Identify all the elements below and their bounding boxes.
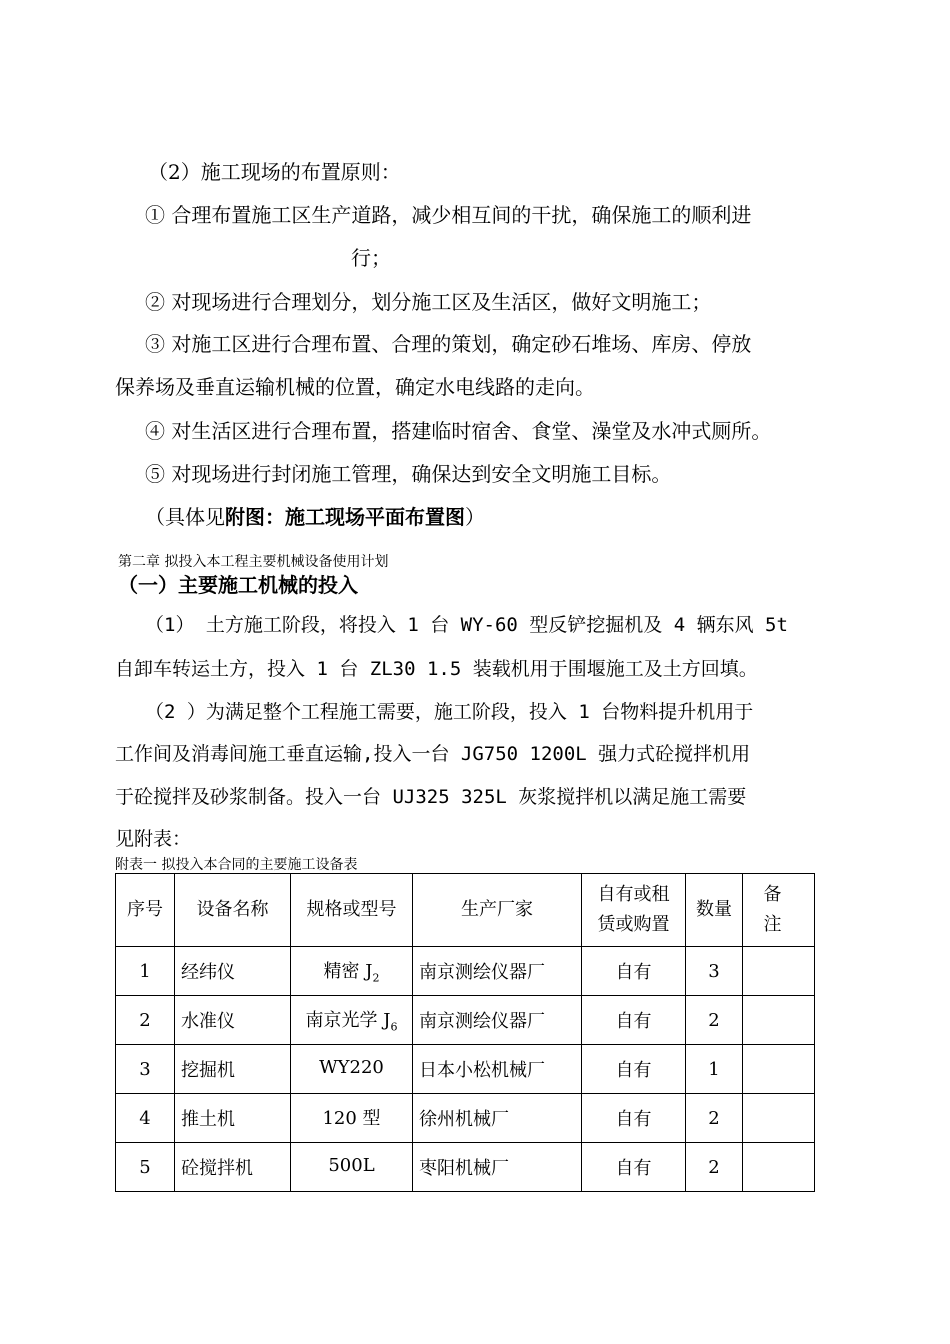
cell-maker: 南京测绘仪器厂 <box>413 996 582 1045</box>
cell-remark <box>743 996 815 1045</box>
cell-spec-subscript: 6 <box>390 1020 398 1034</box>
cell-qty: 1 <box>686 1045 743 1094</box>
para-2-line-3: 于砼搅拌及砂浆制备。投入一台 UJ325 325L 灰浆搅拌机以满足施工需要 <box>115 786 747 808</box>
header-name: 设备名称 <box>175 874 291 947</box>
para-1-line-1: （1） 土方施工阶段，将投入 1 台 WY-60 型反铲挖掘机及 4 辆东风 5t <box>145 614 788 636</box>
table-caption: 附表一 拟投入本合同的主要施工设备表 <box>115 857 358 873</box>
cell-remark <box>743 1094 815 1143</box>
cell-name: 水准仪 <box>175 996 291 1045</box>
header-remark: 备 注 <box>743 874 815 947</box>
cell-ownership: 自有 <box>582 1143 686 1192</box>
cell-spec-text: WY220 <box>319 1057 384 1079</box>
header-qty: 数量 <box>686 874 743 947</box>
table-row <box>116 1045 815 1094</box>
cell-spec-text: 精密 J <box>323 961 373 983</box>
cell-no: 2 <box>116 996 175 1045</box>
header-ownership <box>582 874 686 947</box>
table-row <box>116 1143 815 1192</box>
see-attachment-note <box>145 504 485 530</box>
placement-item-2: ② 对现场进行合理划分，划分施工区及生活区，做好文明施工； <box>145 290 712 314</box>
cell-qty: 3 <box>686 947 743 996</box>
table-row <box>116 947 815 996</box>
placement-heading: （2）施工现场的布置原则： <box>148 160 401 184</box>
placement-item-3-line-1: ③ 对施工区进行合理布置、合理的策划，确定砂石堆场、库房、停放 <box>145 332 752 356</box>
cell-no: 3 <box>116 1045 175 1094</box>
placement-item-3-line-2: 保养场及垂直运输机械的位置，确定水电线路的走向。 <box>115 375 595 399</box>
cell-spec-subscript: 2 <box>372 971 380 985</box>
cell-spec <box>291 1143 413 1192</box>
cell-spec <box>291 947 413 996</box>
cell-name: 经纬仪 <box>175 947 291 996</box>
cell-qty: 2 <box>686 1143 743 1192</box>
cell-ownership: 自有 <box>582 1045 686 1094</box>
cell-spec <box>291 1045 413 1094</box>
see-attachment-link: 附图：施工现场平面布置图 <box>225 505 465 529</box>
cell-remark <box>743 947 815 996</box>
table-header-row <box>116 874 815 947</box>
para-2-line-2: 工作间及消毒间施工垂直运输,投入一台 JG750 1200L 强力式砼搅拌机用 <box>115 743 751 765</box>
header-no: 序号 <box>116 874 175 947</box>
placement-item-5: ⑤ 对现场进行封闭施工管理，确保达到安全文明施工目标。 <box>145 462 672 486</box>
cell-remark <box>743 1045 815 1094</box>
header-ownership-line-2: 赁或购置 <box>597 914 670 935</box>
see-prefix: （具体见 <box>145 505 225 529</box>
placement-item-1-line-1: ① 合理布置施工区生产道路，减少相互间的干扰，确保施工的顺利进 <box>145 203 752 227</box>
para-2-line-4: 见附表： <box>115 828 192 850</box>
para-1-line-2: 自卸车转运土方，投入 1 台 ZL30 1.5 装载机用于围堰施工及土方回填。 <box>115 658 758 680</box>
header-maker: 生产厂家 <box>413 874 582 947</box>
cell-spec-text: 500L <box>328 1155 375 1177</box>
placement-item-1-line-2: 行； <box>351 246 391 270</box>
chapter-title: 第二章 拟投入本工程主要机械设备使用计划 <box>118 554 389 570</box>
cell-qty: 2 <box>686 1094 743 1143</box>
table-row <box>116 1094 815 1143</box>
cell-spec-text: 南京光学 J <box>305 1010 391 1032</box>
cell-maker: 徐州机械厂 <box>413 1094 582 1143</box>
cell-spec-text: 120 型 <box>322 1108 381 1130</box>
cell-no: 5 <box>116 1143 175 1192</box>
cell-name: 砼搅拌机 <box>175 1143 291 1192</box>
cell-name: 挖掘机 <box>175 1045 291 1094</box>
header-ownership-line-1: 自有或租 <box>597 884 670 905</box>
cell-maker: 枣阳机械厂 <box>413 1143 582 1192</box>
placement-item-4: ④ 对生活区进行合理布置，搭建临时宿舍、食堂、澡堂及水冲式厕所。 <box>145 419 772 443</box>
header-spec: 规格或型号 <box>291 874 413 947</box>
equipment-table <box>115 873 815 1192</box>
cell-no: 4 <box>116 1094 175 1143</box>
cell-ownership: 自有 <box>582 1094 686 1143</box>
cell-spec <box>291 1094 413 1143</box>
cell-remark <box>743 1143 815 1192</box>
table-row <box>116 996 815 1045</box>
cell-maker: 南京测绘仪器厂 <box>413 947 582 996</box>
chapter-subheading: （一）主要施工机械的投入 <box>118 573 358 597</box>
cell-ownership: 自有 <box>582 996 686 1045</box>
cell-name: 推土机 <box>175 1094 291 1143</box>
cell-spec <box>291 996 413 1045</box>
cell-maker: 日本小松机械厂 <box>413 1045 582 1094</box>
cell-no: 1 <box>116 947 175 996</box>
cell-qty: 2 <box>686 996 743 1045</box>
see-suffix: ） <box>465 505 485 529</box>
para-2-line-1: （2 ）为满足整个工程施工需要，施工阶段，投入 1 台物料提升机用于 <box>145 701 754 723</box>
cell-ownership: 自有 <box>582 947 686 996</box>
